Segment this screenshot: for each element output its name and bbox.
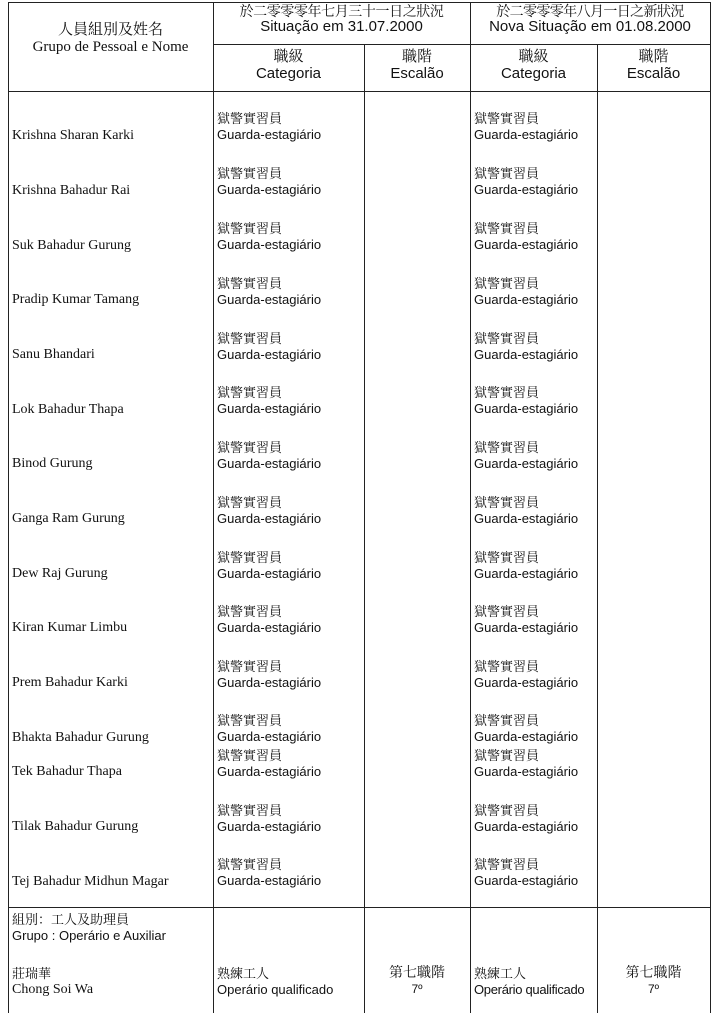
new-categoria <box>474 331 578 363</box>
old-categoria <box>217 857 321 889</box>
new-categoria <box>474 659 578 691</box>
new-categoria-pt: Guarda-estagiário <box>474 675 579 690</box>
new-categoria-pt: Guarda-estagiário <box>474 620 579 635</box>
staff-name: Ganga Ram Gurung <box>12 511 125 526</box>
new-categoria-pt: Guarda-estagiário <box>474 764 579 779</box>
header-subdivider-line <box>213 44 710 45</box>
old-categoria-zh: 獄警實習員 <box>217 604 283 619</box>
new-categoria-zh: 獄警實習員 <box>474 803 540 818</box>
old-categoria-zh: 獄警實習員 <box>217 276 283 291</box>
old-categoria-zh: 獄警實習員 <box>217 385 283 400</box>
new-categoria-zh: 獄警實習員 <box>474 440 540 455</box>
staff-name: Tej Bahadur Midhun Magar <box>12 874 169 889</box>
old-categoria <box>217 440 321 472</box>
new-categoria <box>474 803 578 835</box>
header-name-column <box>8 22 213 55</box>
header-new-escalao-zh: 職階 <box>638 48 669 65</box>
new-categoria <box>474 440 578 472</box>
old-categoria-pt: Guarda-estagiário <box>217 729 322 744</box>
staff-name: Lok Bahadur Thapa <box>12 402 124 417</box>
new-categoria-pt: Guarda-estagiário <box>474 127 579 142</box>
new-categoria-pt: Guarda-estagiário <box>474 873 579 888</box>
old-categoria-zh: 獄警實習員 <box>217 659 283 674</box>
new-categoria-zh: 獄警實習員 <box>474 221 540 236</box>
old-categoria-zh: 獄警實習員 <box>217 440 283 455</box>
new-categoria-zh: 獄警實習員 <box>474 111 540 126</box>
header-old-situation-zh: 於二零零零年七月三十一日之狀況 <box>239 3 444 19</box>
old-categoria-pt: Guarda-estagiário <box>217 456 322 471</box>
old-categoria-zh: 獄警實習員 <box>217 166 283 181</box>
staff-name: Binod Gurung <box>12 456 93 471</box>
staff-name: Krishna Sharan Karki <box>12 128 135 143</box>
header-old-escalao <box>364 49 470 82</box>
old-categoria <box>217 221 321 253</box>
staff-name: Tek Bahadur Thapa <box>12 764 122 779</box>
header-old-categoria <box>213 49 364 82</box>
new-categoria-zh: 獄警實習員 <box>474 550 540 565</box>
old-categoria <box>217 748 321 780</box>
new-categoria <box>474 221 578 253</box>
new-categoria-pt: Guarda-estagiário <box>474 237 579 252</box>
staff-name: Krishna Bahadur Rai <box>12 183 131 198</box>
group-label-zh: 組別：工人及助理員 <box>12 912 130 927</box>
new-categoria-zh: 獄警實習員 <box>474 166 540 181</box>
new-categoria-zh: 熟練工人 <box>474 966 527 981</box>
header-new-categoria-pt: Categoria <box>500 64 567 82</box>
new-categoria-zh: 獄警實習員 <box>474 331 540 346</box>
staff-name: Kiran Kumar Limbu <box>12 620 128 635</box>
header-bottom-line <box>8 91 710 92</box>
group-label <box>12 912 166 944</box>
column-divider-situation <box>470 2 471 1013</box>
old-categoria-pt: Guarda-estagiário <box>217 764 322 779</box>
new-categoria-pt: Guarda-estagiário <box>474 456 579 471</box>
header-old-categoria-zh: 職級 <box>273 48 304 65</box>
new-categoria-pt: Guarda-estagiário <box>474 511 579 526</box>
header-new-situation-zh: 於二零零零年八月一日之新狀況 <box>496 3 684 19</box>
staff-name <box>12 966 93 998</box>
old-escalao <box>364 964 470 998</box>
group-separator-line <box>8 907 710 908</box>
new-categoria <box>474 550 578 582</box>
new-categoria <box>474 713 578 745</box>
old-categoria-zh: 獄警實習員 <box>217 857 283 872</box>
old-categoria <box>217 659 321 691</box>
old-categoria <box>217 166 321 198</box>
new-categoria-pt: Guarda-estagiário <box>474 729 579 744</box>
staff-name-zh: 莊瑞華 <box>12 966 52 981</box>
new-categoria-zh: 獄警實習員 <box>474 385 540 400</box>
old-categoria-pt: Guarda-estagiário <box>217 127 322 142</box>
new-categoria-pt: Guarda-estagiário <box>474 566 579 581</box>
old-categoria-zh: 獄警實習員 <box>217 550 283 565</box>
header-name-zh: 人員組別及姓名 <box>57 22 163 38</box>
staff-name: Tilak Bahadur Gurung <box>12 819 139 834</box>
new-categoria-zh: 獄警實習員 <box>474 857 540 872</box>
old-categoria-zh: 獄警實習員 <box>217 111 283 126</box>
new-categoria-pt: Guarda-estagiário <box>474 347 579 362</box>
new-categoria-zh: 獄警實習員 <box>474 748 540 763</box>
old-categoria-pt: Guarda-estagiário <box>217 237 322 252</box>
old-categoria-zh: 獄警實習員 <box>217 495 283 510</box>
staff-name: Pradip Kumar Tamang <box>12 292 140 307</box>
header-new-categoria <box>470 49 597 82</box>
header-new-escalao-pt: Escalão <box>626 64 681 82</box>
old-categoria-pt: Guarda-estagiário <box>217 566 322 581</box>
new-categoria-pt: Guarda-estagiário <box>474 182 579 197</box>
new-categoria-zh: 獄警實習員 <box>474 604 540 619</box>
new-categoria <box>474 166 578 198</box>
old-escalao-zh: 第七職階 <box>389 964 445 980</box>
old-categoria-pt: Operário qualificado <box>217 982 334 997</box>
column-divider-old-escalao <box>364 44 365 1013</box>
old-categoria <box>217 604 321 636</box>
new-categoria-pt: Guarda-estagiário <box>474 292 579 307</box>
header-old-situation <box>213 4 470 36</box>
new-categoria-pt: Guarda-estagiário <box>474 819 579 834</box>
new-categoria <box>474 748 578 780</box>
old-categoria <box>217 495 321 527</box>
old-categoria-pt: Guarda-estagiário <box>217 182 322 197</box>
old-escalao-pt: 7º <box>411 982 423 996</box>
new-escalao-pt: 7º <box>647 982 660 996</box>
staff-name: Sanu Bhandari <box>12 347 95 362</box>
old-categoria-zh: 獄警實習員 <box>217 331 283 346</box>
old-categoria-pt: Guarda-estagiário <box>217 292 322 307</box>
old-categoria-pt: Guarda-estagiário <box>217 873 322 888</box>
old-categoria-pt: Guarda-estagiário <box>217 819 322 834</box>
old-categoria-zh: 獄警實習員 <box>217 803 283 818</box>
old-categoria <box>217 385 321 417</box>
table-border-left <box>8 2 9 1013</box>
old-categoria-zh: 獄警實習員 <box>217 221 283 236</box>
staff-name: Prem Bahadur Karki <box>12 675 128 690</box>
new-categoria <box>474 385 578 417</box>
old-categoria-pt: Guarda-estagiário <box>217 511 322 526</box>
old-categoria-pt: Guarda-estagiário <box>217 675 322 690</box>
staff-name-pt: Chong Soi Wa <box>12 982 94 997</box>
old-categoria-pt: Guarda-estagiário <box>217 347 322 362</box>
staff-name: Dew Raj Gurung <box>12 566 108 581</box>
new-categoria-zh: 獄警實習員 <box>474 659 540 674</box>
header-new-escalao <box>597 49 710 82</box>
new-categoria-pt: Operário qualificado <box>474 982 585 997</box>
old-categoria-zh: 獄警實習員 <box>217 748 283 763</box>
header-old-escalao-zh: 職階 <box>401 48 432 65</box>
old-categoria-pt: Guarda-estagiário <box>217 401 322 416</box>
old-categoria <box>217 713 321 745</box>
header-old-situation-pt: Situação em 31.07.2000 <box>260 18 423 36</box>
header-old-categoria-pt: Categoria <box>255 64 322 82</box>
old-categoria <box>217 111 321 143</box>
old-categoria <box>217 331 321 363</box>
old-categoria-pt: Guarda-estagiário <box>217 620 322 635</box>
old-categoria <box>217 276 321 308</box>
column-divider-new-escalao <box>597 44 598 1013</box>
header-name-pt: Grupo de Pessoal e Nome <box>32 38 189 55</box>
new-categoria <box>474 111 578 143</box>
new-escalao-zh: 第七職階 <box>625 964 682 980</box>
new-categoria-pt: Guarda-estagiário <box>474 401 579 416</box>
new-categoria <box>474 966 584 998</box>
staff-name: Bhakta Bahadur Gurung <box>12 730 149 745</box>
old-categoria <box>217 803 321 835</box>
group-label-pt: Grupo : Operário e Auxiliar <box>12 928 166 943</box>
new-categoria <box>474 604 578 636</box>
new-categoria-zh: 獄警實習員 <box>474 495 540 510</box>
header-old-escalao-pt: Escalão <box>390 64 444 82</box>
new-categoria-zh: 獄警實習員 <box>474 713 540 728</box>
header-new-situation <box>470 4 710 36</box>
old-categoria <box>217 550 321 582</box>
header-new-categoria-zh: 職級 <box>518 48 549 65</box>
table-border-right <box>710 2 711 1013</box>
new-escalao <box>597 964 710 998</box>
old-categoria-zh: 熟練工人 <box>217 966 270 981</box>
staff-name: Suk Bahadur Gurung <box>12 238 131 253</box>
old-categoria-zh: 獄警實習員 <box>217 713 283 728</box>
old-categoria <box>217 966 333 998</box>
column-divider-name <box>213 2 214 1013</box>
new-categoria <box>474 495 578 527</box>
new-categoria-zh: 獄警實習員 <box>474 276 540 291</box>
new-categoria <box>474 276 578 308</box>
header-new-situation-pt: Nova Situação em 01.08.2000 <box>489 18 691 36</box>
new-categoria <box>474 857 578 889</box>
